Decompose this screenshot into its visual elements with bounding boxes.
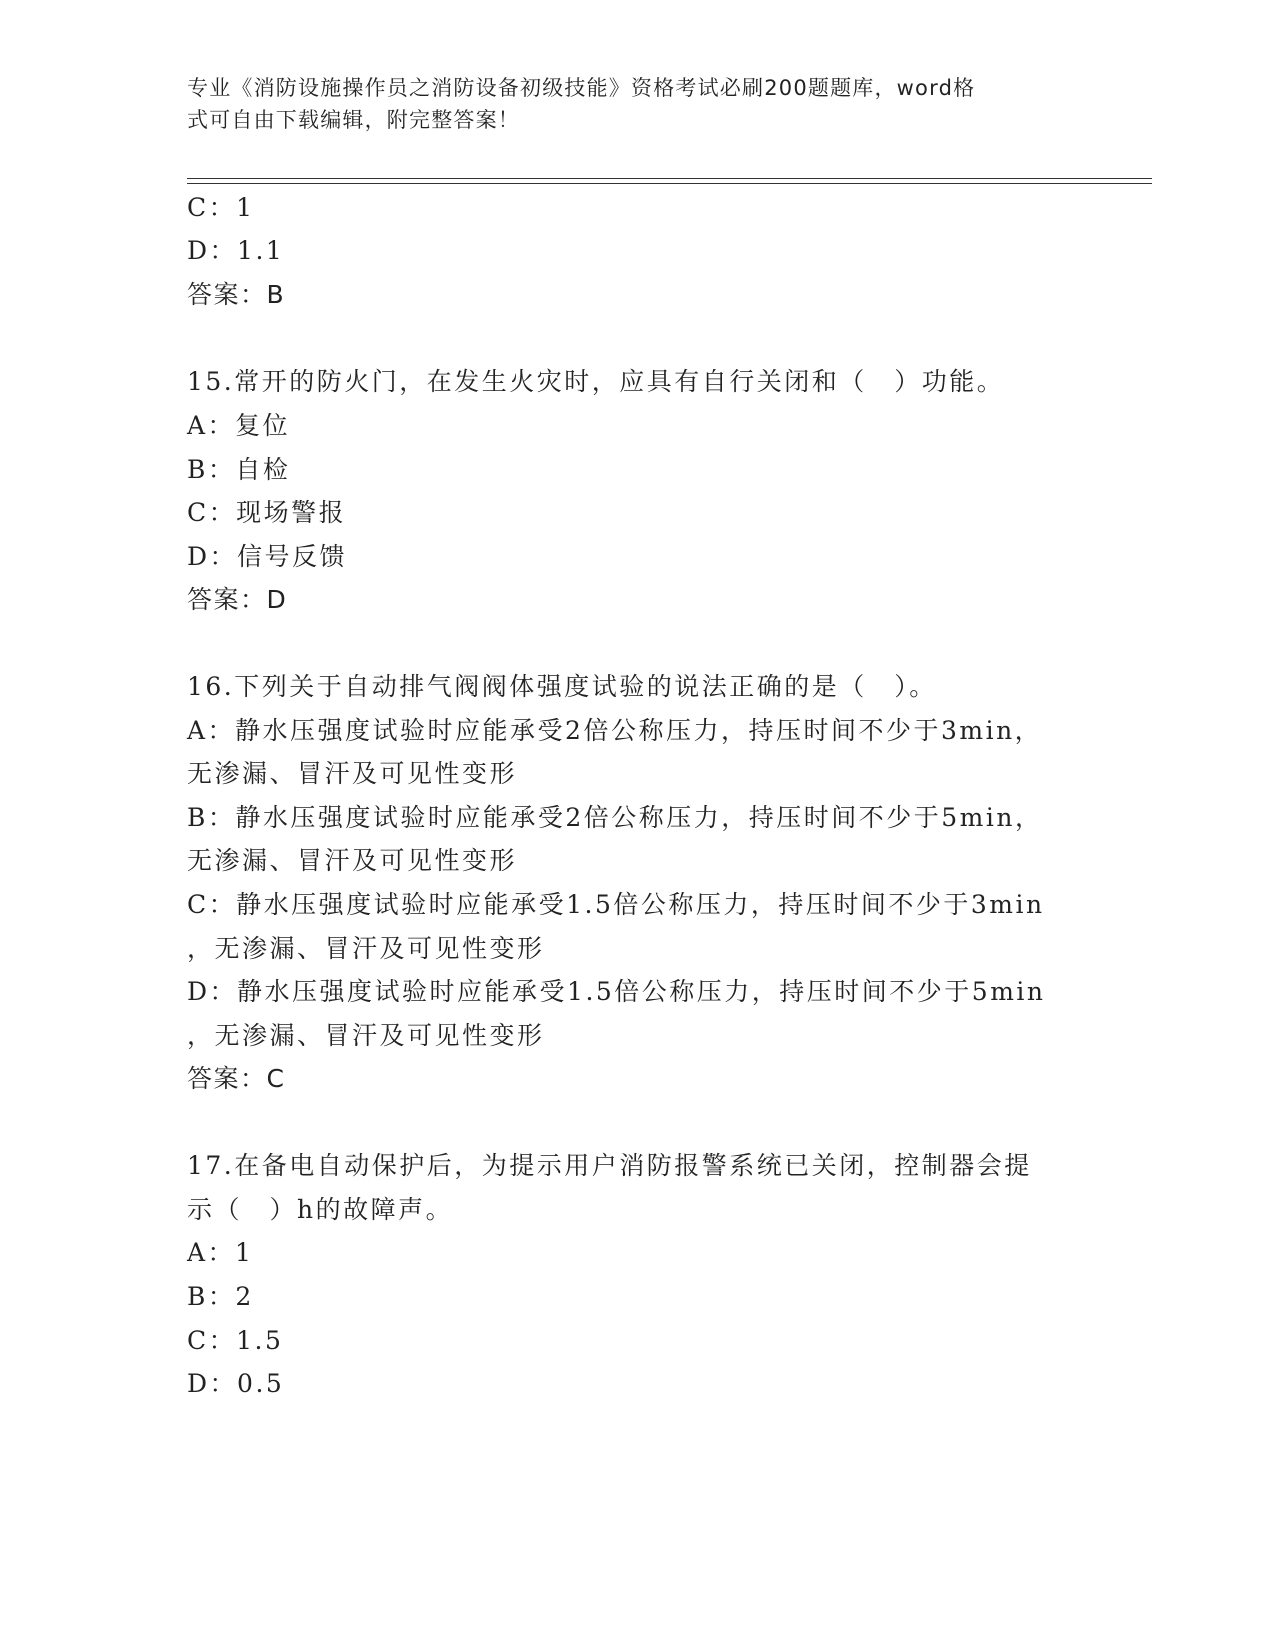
q17-option-d: D：0.5 <box>187 1369 285 1398</box>
header-line-1: 专业《消防设施操作员之消防设备初级技能》资格考试必刷200题题库，word格 <box>187 76 976 100</box>
header-divider-top <box>187 178 1152 179</box>
q15-option-d: D：信号反馈 <box>187 542 348 571</box>
q16-option-c-line1: C：静水压强度试验时应能承受1.5倍公称压力，持压时间不少于3min <box>187 890 1045 919</box>
q17-stem-line1: 17.在备电自动保护后，为提示用户消防报警系统已关闭，控制器会提 <box>187 1151 1032 1180</box>
q14-answer: 答案：B <box>187 280 286 309</box>
q14-option-c: C：1 <box>187 193 255 222</box>
document-header <box>187 72 1067 136</box>
header-line-2: 式可自由下载编辑，附完整答案！ <box>187 108 520 132</box>
q15-option-a: A：复位 <box>187 411 291 440</box>
q16-option-c-line2: ，无渗漏、冒汗及可见性变形 <box>187 934 545 963</box>
q15-option-b: B：自检 <box>187 455 291 484</box>
q16-stem: 16.下列关于自动排气阀阀体强度试验的说法正确的是（ ）。 <box>187 672 937 701</box>
q15-option-c: C：现场警报 <box>187 498 347 527</box>
q17-option-c: C：1.5 <box>187 1326 284 1355</box>
q16-option-d-line1: D：静水压强度试验时应能承受1.5倍公称压力，持压时间不少于5min <box>187 977 1046 1006</box>
q14-option-d: D：1.1 <box>187 236 285 265</box>
q16-option-a-line1: A：静水压强度试验时应能承受2倍公称压力，持压时间不少于3min， <box>187 716 1043 745</box>
q16-option-a-line2: 无渗漏、冒汗及可见性变形 <box>187 759 518 788</box>
q16-option-b-line2: 无渗漏、冒汗及可见性变形 <box>187 846 518 875</box>
q17-option-b: B：2 <box>187 1282 254 1311</box>
header-divider-bottom <box>187 183 1152 184</box>
q15-stem: 15.常开的防火门，在发生火灾时，应具有自行关闭和（ ）功能。 <box>187 367 1005 396</box>
q17-option-a: A：1 <box>187 1238 254 1267</box>
q16-answer: 答案：C <box>187 1064 286 1093</box>
q16-option-b-line1: B：静水压强度试验时应能承受2倍公称压力，持压时间不少于5min， <box>187 803 1043 832</box>
q17-stem-line2: 示（ ）h的故障声。 <box>187 1195 454 1224</box>
q16-option-d-line2: ，无渗漏、冒汗及可见性变形 <box>187 1021 545 1050</box>
q15-answer: 答案：D <box>187 585 288 614</box>
